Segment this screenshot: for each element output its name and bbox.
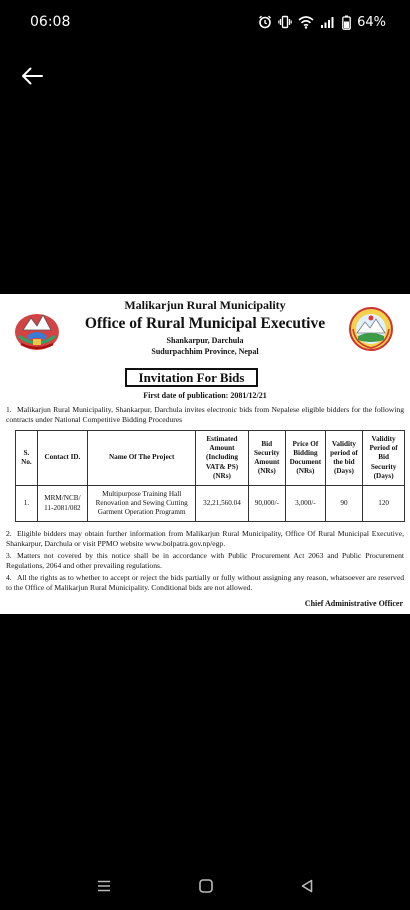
home-icon (198, 878, 214, 894)
address-line-2: Sudurpachhim Province, Nepal (151, 347, 259, 356)
cell-estimated-amount: 32,21,560.04 (196, 486, 248, 522)
bid-table (15, 430, 405, 522)
header-block (60, 298, 350, 357)
system-navigation-bar (0, 860, 410, 910)
recents-button[interactable] (94, 876, 114, 896)
municipality-name: Malikarjun Rural Municipality (124, 298, 286, 312)
back-button[interactable] (18, 62, 46, 90)
arrow-left-icon (21, 67, 43, 85)
office-name: Office of Rural Municipal Executive (84, 315, 326, 332)
battery-icon (342, 15, 351, 30)
home-button[interactable] (196, 876, 216, 896)
paragraph-3-text: Matters not covered by this notice shall be in accordance with Public Procurement Act 2063 and Public Procurement Regulations, 2064 and other prevailing regulations. (6, 551, 404, 570)
cell-document-price: 3,000/- (286, 486, 326, 522)
invitation-title: Invitation For Bids (127, 370, 256, 385)
paragraph-4 (6, 573, 404, 592)
cell-contact-id: MRM/NCB/ 11-2081/082 (37, 486, 87, 522)
table-row (16, 486, 405, 522)
table-header-row (16, 431, 405, 486)
paragraph-2-number: 2. (6, 529, 12, 538)
header-document-price: Price Of Bidding Document (NRs) (286, 431, 326, 486)
back-triangle-icon (299, 878, 315, 894)
wifi-icon (298, 15, 314, 29)
status-icons (258, 13, 386, 31)
invitation-title-banner (125, 368, 258, 387)
paragraph-4-number: 4. (6, 573, 12, 582)
cell-sno: 1. (16, 486, 38, 522)
nepal-emblem-logo (13, 306, 61, 352)
battery-percent: 64% (357, 14, 386, 30)
header-contact-id: Contact ID. (37, 431, 87, 486)
notice-document[interactable] (0, 294, 410, 614)
cell-bid-security: 90,000/- (248, 486, 286, 522)
status-time: 06:08 (30, 14, 71, 30)
paragraph-1 (6, 405, 404, 424)
signature-title: Chief Administrative Officer (304, 599, 403, 608)
header-bid-validity: Validity period of the bid (Days) (325, 431, 363, 486)
header-estimated-amount: Estimated Amount (Including VAT& PS) (NRs) (196, 431, 248, 486)
paragraph-2 (6, 529, 404, 548)
paragraph-2-text: Eligible bidders may obtain further information from Malikarjun Rural Municipality, Office Of Rural Municipal Executive, Shankarpur, Darchula or visit PPMO website www.bolpatra.gov.np/egp. (6, 529, 404, 548)
alarm-icon (258, 15, 272, 29)
cell-bid-validity: 90 (325, 486, 363, 522)
header-project-name: Name Of The Project (87, 431, 195, 486)
publication-date: First date of publication: 2081/12/21 (143, 391, 267, 400)
header-bid-security: Bid Security Amount (NRs) (248, 431, 286, 486)
header-security-validity: Validity Period of Bid Security (Days) (363, 431, 405, 486)
paragraph-1-text: Malikarjun Rural Municipality, Shankarpur, Darchula invites electronic bids from Nepalese eligible bidders for the following contracts under National Competitive Bidding Procedures (6, 405, 404, 424)
signal-icon (320, 15, 336, 29)
header-sno: S. No. (16, 431, 38, 486)
cell-project-name: Multipurpose Training Hall Renovation and Sewing Cutting Garment Operation Programm (87, 486, 195, 522)
paragraph-3 (6, 551, 404, 570)
recents-icon (96, 878, 112, 894)
status-bar (0, 0, 410, 46)
vibrate-icon (278, 15, 292, 29)
municipality-logo (347, 306, 395, 352)
system-back-button[interactable] (297, 876, 317, 896)
cell-security-validity: 120 (363, 486, 405, 522)
paragraph-1-number: 1. (6, 405, 12, 414)
paragraph-4-text: All the rights as to whether to accept or reject the bids partially or fully without assigning any reason, whatsoever are reserved to the Office of Malikarjun Rural Municipality. Conditional bids are not allowed. (6, 573, 404, 592)
paragraph-3-number: 3. (6, 551, 12, 560)
address-line-1: Shankarpur, Darchula (166, 336, 244, 345)
